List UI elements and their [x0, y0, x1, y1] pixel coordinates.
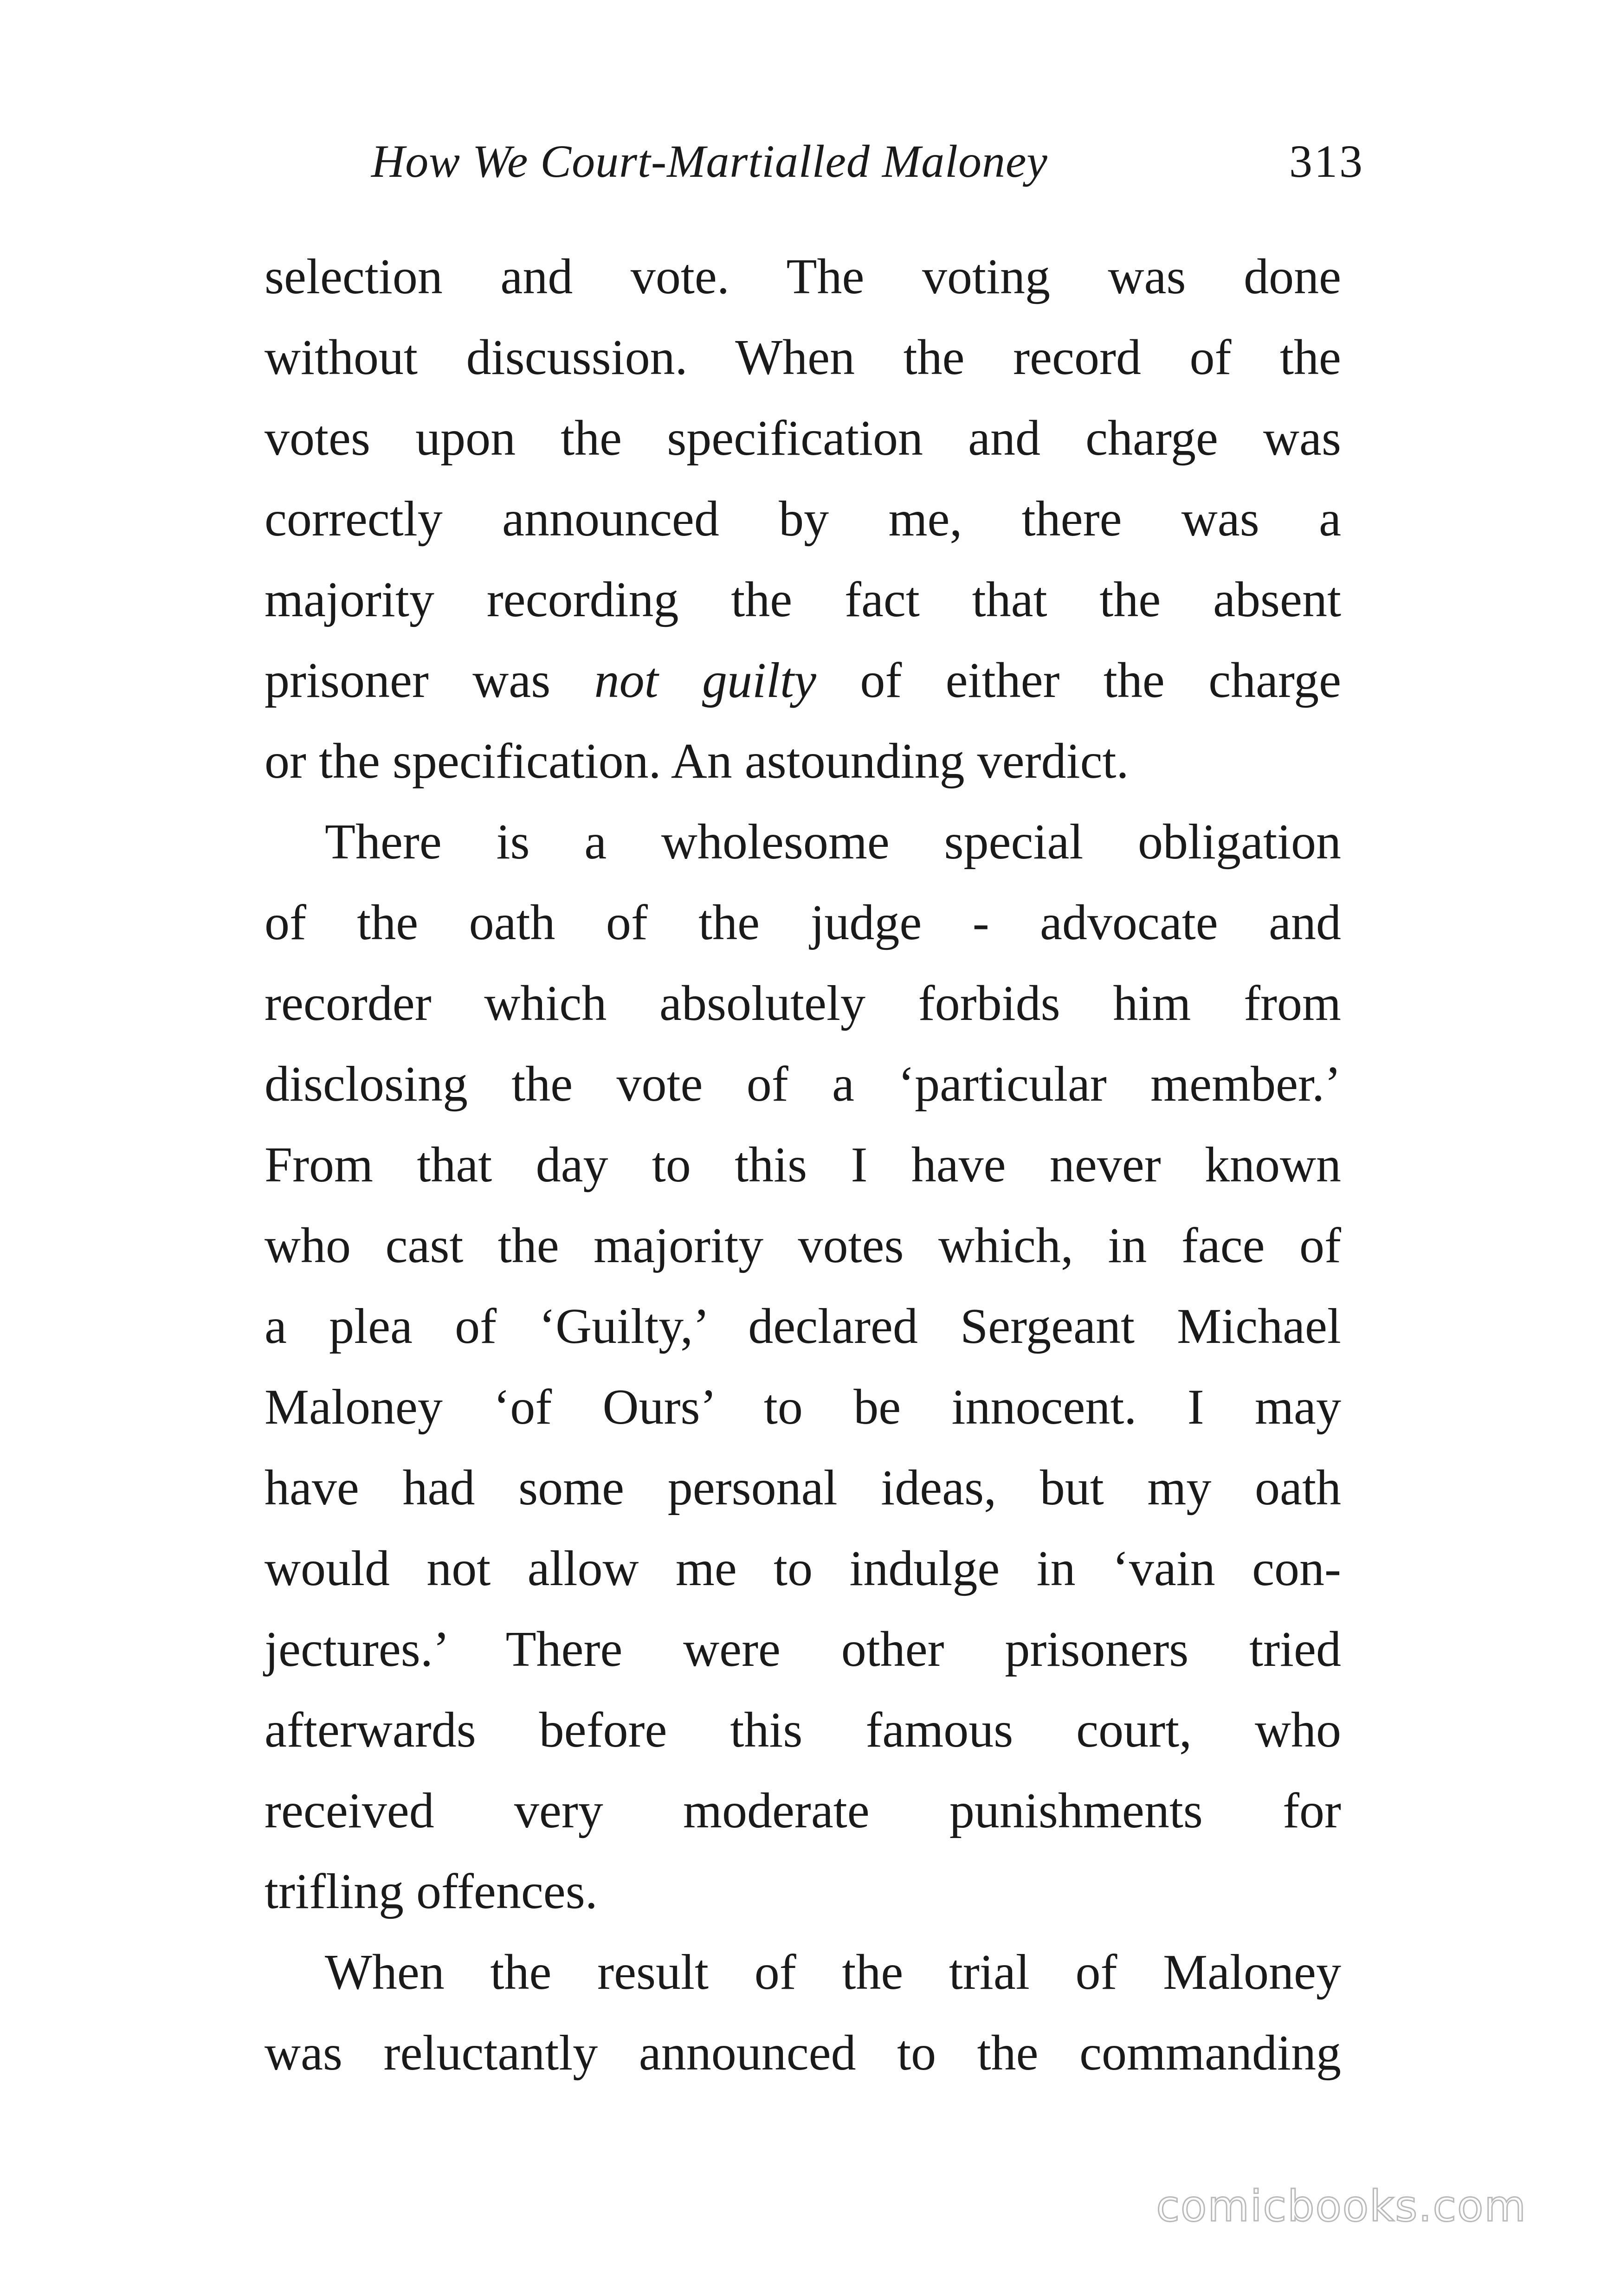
text-line: would not allow me to indulge in ‘vain con-	[265, 1541, 1341, 1596]
text-line: selection and vote. The voting was done	[265, 249, 1341, 304]
watermark: comicbooks.com	[1156, 2181, 1527, 2231]
text-line: afterwards before this famous court, who	[265, 1703, 1341, 1758]
text-line: When the result of the trial of Maloney	[325, 1945, 1341, 2000]
text-line: From that day to this I have never known	[265, 1137, 1341, 1193]
text-line: correctly announced by me, there was a	[265, 491, 1341, 547]
text-line: recorder which absolutely forbids him from	[265, 976, 1341, 1031]
text-line: votes upon the specification and charge was	[265, 411, 1341, 466]
text-line: was reluctantly announced to the commanding	[265, 2025, 1341, 2081]
text-line-with-italic: prisoner was not guilty of either the charge	[265, 653, 1342, 708]
text-line: majority recording the fact that the absent	[265, 572, 1341, 627]
text-line: There is a wholesome special obligation	[325, 814, 1341, 870]
text-line: disclosing the vote of a ‘particular member.’	[265, 1057, 1341, 1112]
page-number: 313	[1289, 135, 1364, 187]
body-text	[265, 237, 1341, 2094]
running-head	[371, 135, 1364, 209]
text-line: of the oath of the judge - advocate and	[265, 895, 1341, 950]
text-line: trifling offences.	[265, 1864, 598, 1919]
text-line: without discussion. When the record of the	[265, 330, 1341, 385]
text-line: jectures.’ There were other prisoners tried	[265, 1622, 1341, 1677]
text-line: who cast the majority votes which, in face of	[265, 1218, 1341, 1273]
text-line: or the specification. An astounding verdict.	[265, 734, 1129, 789]
italic-not-guilty: not guilty	[594, 653, 816, 708]
running-title: How We Court-Martialled Maloney	[371, 135, 1048, 187]
text-line: received very moderate punishments for	[265, 1783, 1341, 1838]
text-line: a plea of ‘Guilty,’ declared Sergeant Michael	[265, 1299, 1341, 1354]
text-line: have had some personal ideas, but my oath	[265, 1460, 1341, 1516]
text-line: Maloney ‘of Ours’ to be innocent. I may	[265, 1380, 1341, 1435]
